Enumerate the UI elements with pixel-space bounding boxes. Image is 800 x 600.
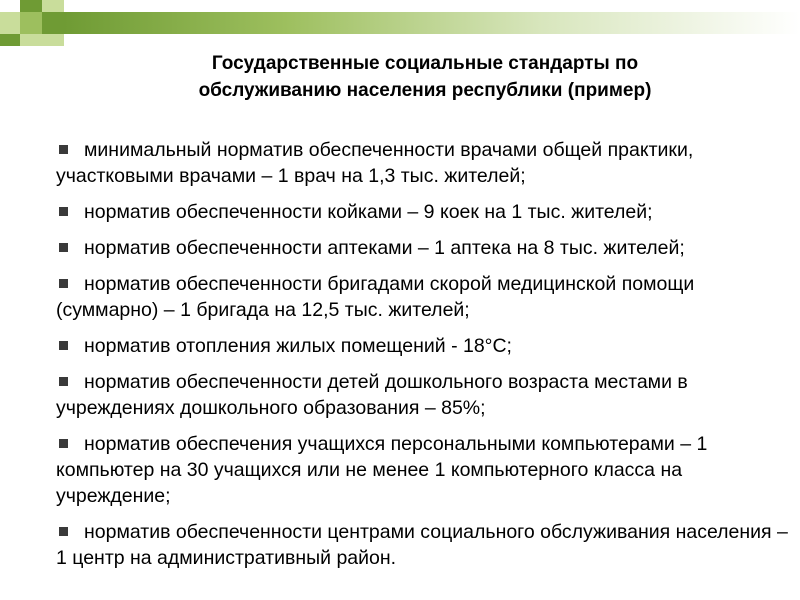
square-bullet-icon [59,341,68,350]
list-item [56,333,792,359]
deco-square [20,34,42,46]
square-bullet-icon [59,207,68,216]
list-item [56,137,792,189]
list-item [56,235,792,261]
deco-square [0,34,20,46]
deco-square [42,0,64,12]
list-item-text: норматив обеспечения учащихся персональными компьютерами – 1 компьютер на 30 учащихся или не менее 1 компьютерного класса на учреждение; [56,433,708,507]
list-item [56,369,792,421]
bullet-list [56,137,792,581]
square-bullet-icon [59,279,68,288]
list-item-text: норматив обеспеченности аптеками – 1 аптека на 8 тыс. жителей; [84,237,685,259]
list-item-text: норматив обеспеченности койками – 9 коек на 1 тыс. жителей; [84,201,653,223]
list-item [56,431,792,509]
list-item-text: норматив обеспеченности детей дошкольного возраста местами в учреждениях дошкольного образования – 85%; [56,371,688,419]
header-gradient-bar [64,12,800,34]
list-item-text: норматив отопления жилых помещений - 18°С; [84,335,512,357]
square-bullet-icon [59,243,68,252]
deco-square [20,0,42,12]
square-bullet-icon [59,527,68,536]
square-bullet-icon [59,145,68,154]
square-bullet-icon [59,439,68,448]
deco-square [20,12,42,34]
deco-square [42,34,64,46]
list-item-text: норматив обеспеченности бригадами скорой медицинской помощи (суммарно) – 1 бригада на 12,5 тыс. жителей; [56,273,695,321]
slide-title [60,50,790,104]
slide-title-line: Государственные социальные стандарты по [211,53,639,74]
square-bullet-icon [59,377,68,386]
list-item-text: минимальный норматив обеспеченности врачами общей практики, участковыми врачами – 1 врач на 1,3 тыс. жителей; [56,139,694,187]
deco-square [42,12,64,34]
list-item [56,519,792,571]
list-item [56,199,792,225]
deco-square [0,12,20,34]
list-item [56,271,792,323]
list-item-text: норматив обеспеченности центрами социального обслуживания населения – 1 центр на административный район. [56,521,788,569]
slide-title-line: обслуживанию населения республики (пример) [198,80,652,101]
